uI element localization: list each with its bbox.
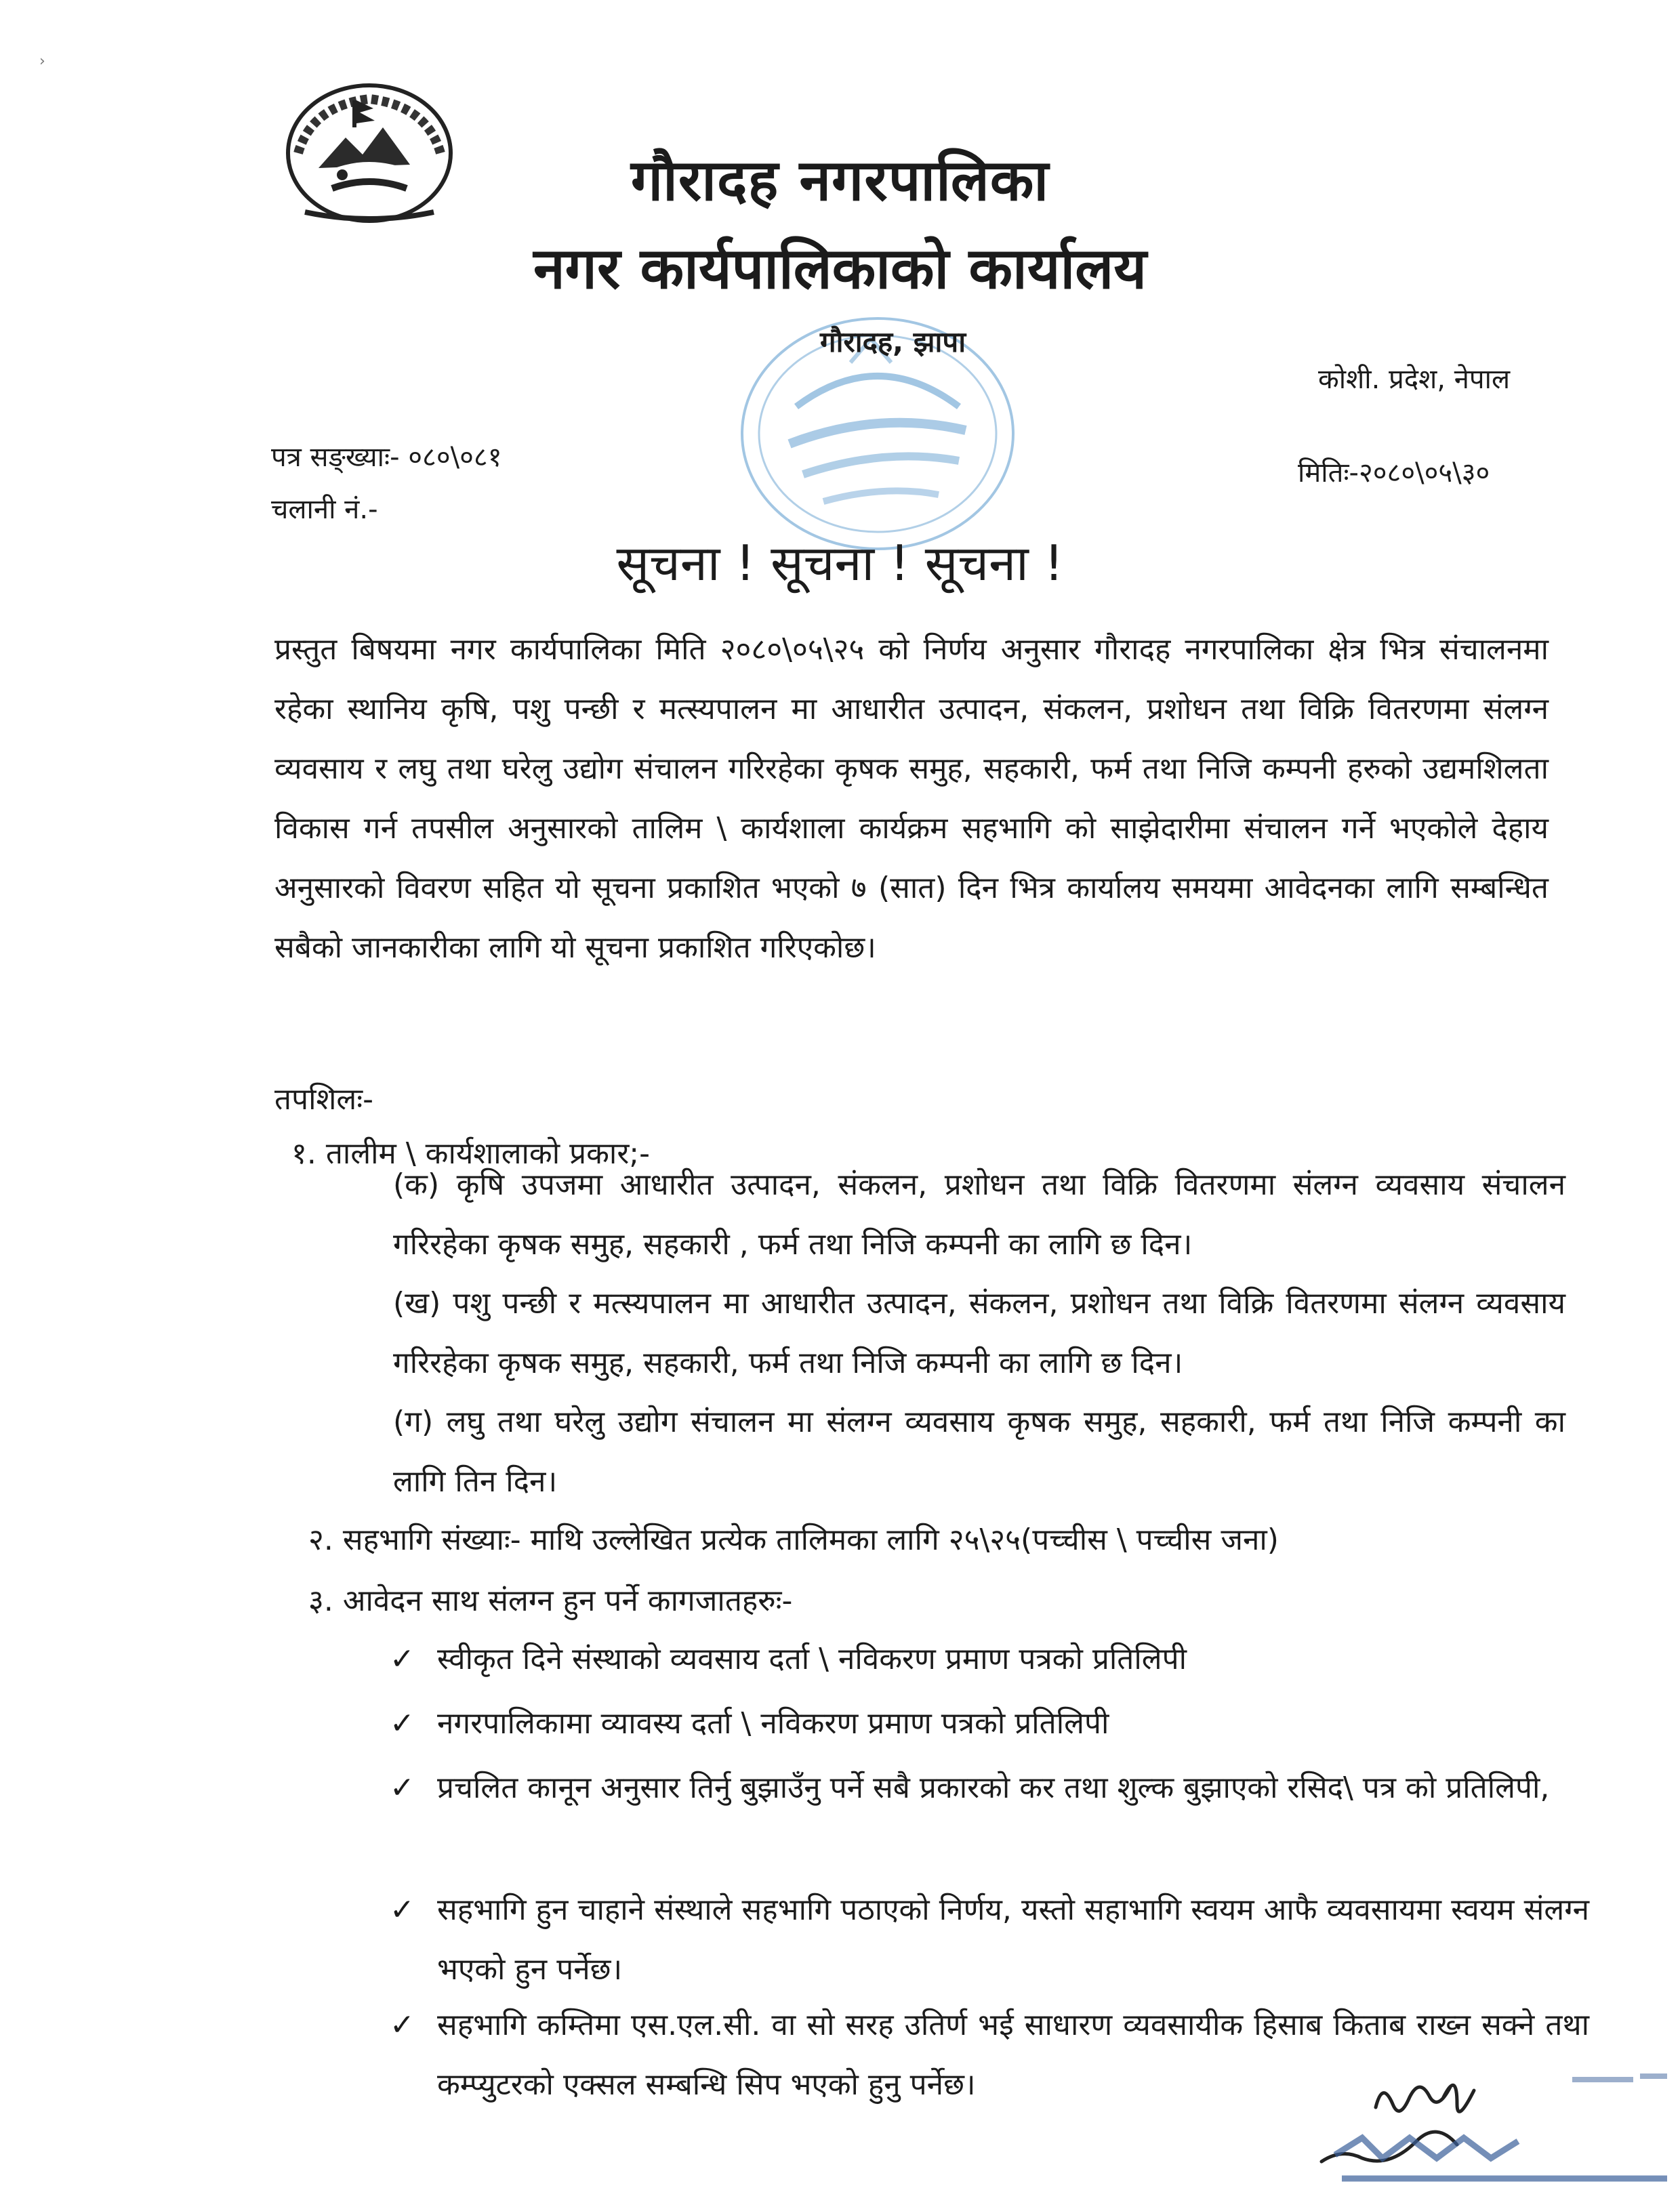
letter-number: पत्र सङ्ख्याः- ०८०\०८१ [271, 442, 502, 473]
checkmark-icon: ✓ [390, 2008, 415, 2042]
details-label: तपशिलः- [274, 1082, 373, 1117]
province-address: कोशी. प्रदेश, नेपाल [1318, 364, 1511, 395]
training-type-ga: (ग) लघु तथा घरेलु उद्योग संचालन मा संलग्न व्यवसाय कृषक समुह, सहकारी, फर्म तथा निजि कम्पनी का लागि तिन दिन। [393, 1405, 1565, 1499]
checklist-item-text: नगरपालिकामा व्यावस्य दर्ता \ नविकरण प्रमाण पत्रको प्रतिलिपी [437, 1706, 1109, 1741]
notice-heading: सूचना ! सूचना ! सूचना ! [616, 535, 1064, 592]
section-2-participants: २. सहभागि संख्याः- माथि उल्लेखित प्रत्येक तालिमका लागि २५\२५(पच्चीस \ पच्चीस जना) [308, 1523, 1279, 1557]
document-checklist-item [390, 1758, 1589, 1818]
checklist-item-text: स्वीकृत दिने संस्थाको व्यवसाय दर्ता \ नविकरण प्रमाण पत्रको प्रतिलिपी [437, 1642, 1187, 1676]
office-title: नगर कार्यपालिकाको कार्यालय [533, 235, 1147, 302]
training-type-ka: (क) कृषि उपजमा आधारीत उत्पादन, संकलन, प्रशोधन तथा विक्रि वितरणमा संलग्न व्यवसाय संचालन गरिरहेका कृषक समुह, सहकारी , फर्म तथा निजि कम्पनी का लागि छ दिन। [393, 1168, 1565, 1262]
section-3-heading: ३. आवेदन साथ संलग्न हुन पर्ने कागजातहरुः- [308, 1584, 793, 1618]
document-checklist-item [390, 1630, 1589, 1689]
dispatch-number: चलानी नं.- [271, 494, 378, 525]
checkmark-icon: ✓ [390, 1706, 415, 1741]
checklist-item-text: सहभागि हुन चाहाने संस्थाले सहभागि पठाएको निर्णय, यस्तो सहाभागि स्वयम आफै व्यवसायमा स्वयम संलग्न भएको हुन पर्नेछ। [437, 1893, 1589, 1987]
letter-date: मितिः-२०८०\०५\३० [1298, 457, 1490, 489]
checklist-item-text: सहभागि कम्तिमा एस.एल.सी. वा सो सरह उतिर्ण भई साधारण व्यवसायीक हिसाब किताब राख्न सक्ने तथा कम्प्युटरको एक्सल सम्बन्धि सिप भएको हुनु पर्नेछ। [437, 2008, 1589, 2102]
checkmark-icon: ✓ [390, 1893, 415, 1927]
document-checklist-item [390, 1880, 1589, 2000]
scan-mark: › [39, 53, 45, 70]
municipality-title: गौरादह नगरपालिका [630, 147, 1050, 213]
handwritten-signature [1220, 2060, 1680, 2188]
checkmark-icon: ✓ [390, 1771, 415, 1805]
notice-body-paragraph: प्रस्तुत बिषयमा नगर कार्यपालिका मिति २०८०\०५\२५ को निर्णय अनुसार गौरादह नगरपालिका क्षेत्र भित्र संचालनमा रहेका स्थानिय कृषि, पशु पन्छी र मत्स्यपालन मा आधारीत उत्पादन, संकलन, प्रशोधन तथा विक्रि वितरणमा संलग्न व्यवसाय र लघु तथा घरेलु उद्योग संचालन गरिरहेका कृषक समुह, सहकारी, फर्म तथा निजि कम्पनी हरुको उद्यमशिलता विकास गर्न तपसील अनुसारको तालिम \ कार्यशाला कार्यक्रम सहभागि को साझेदारीमा संचालन गर्ने भएकोले देहाय अनुसारको विवरण सहित यो सूचना प्रकाशित भएको ७ (सात) दिन भित्र कार्यालय समयमा आवेदनका लागि सम्बन्धित सबैको जानकारीका लागि यो सूचना प्रकाशित गरिएकोछ। [274, 632, 1549, 965]
checkmark-icon: ✓ [390, 1642, 415, 1676]
training-type-kha: (ख) पशु पन्छी र मत्स्यपालन मा आधारीत उत्पादन, संकलन, प्रशोधन तथा विक्रि वितरणमा संलग्न व्यवसाय गरिरहेका कृषक समुह, सहकारी, फर्म तथा निजि कम्पनी का लागि छ दिन। [393, 1286, 1565, 1380]
office-location: गौरादह, झापा [820, 325, 966, 358]
document-checklist-item [390, 1694, 1589, 1754]
section-1-heading: १. तालीम \ कार्यशालाको प्रकार;- [291, 1136, 651, 1171]
checklist-item-text: प्रचलित कानून अनुसार तिर्नु बुझाउँनु पर्ने सबै प्रकारको कर तथा शुल्क बुझाएको रसिद\ पत्र को प्रतिलिपी, [437, 1771, 1550, 1805]
